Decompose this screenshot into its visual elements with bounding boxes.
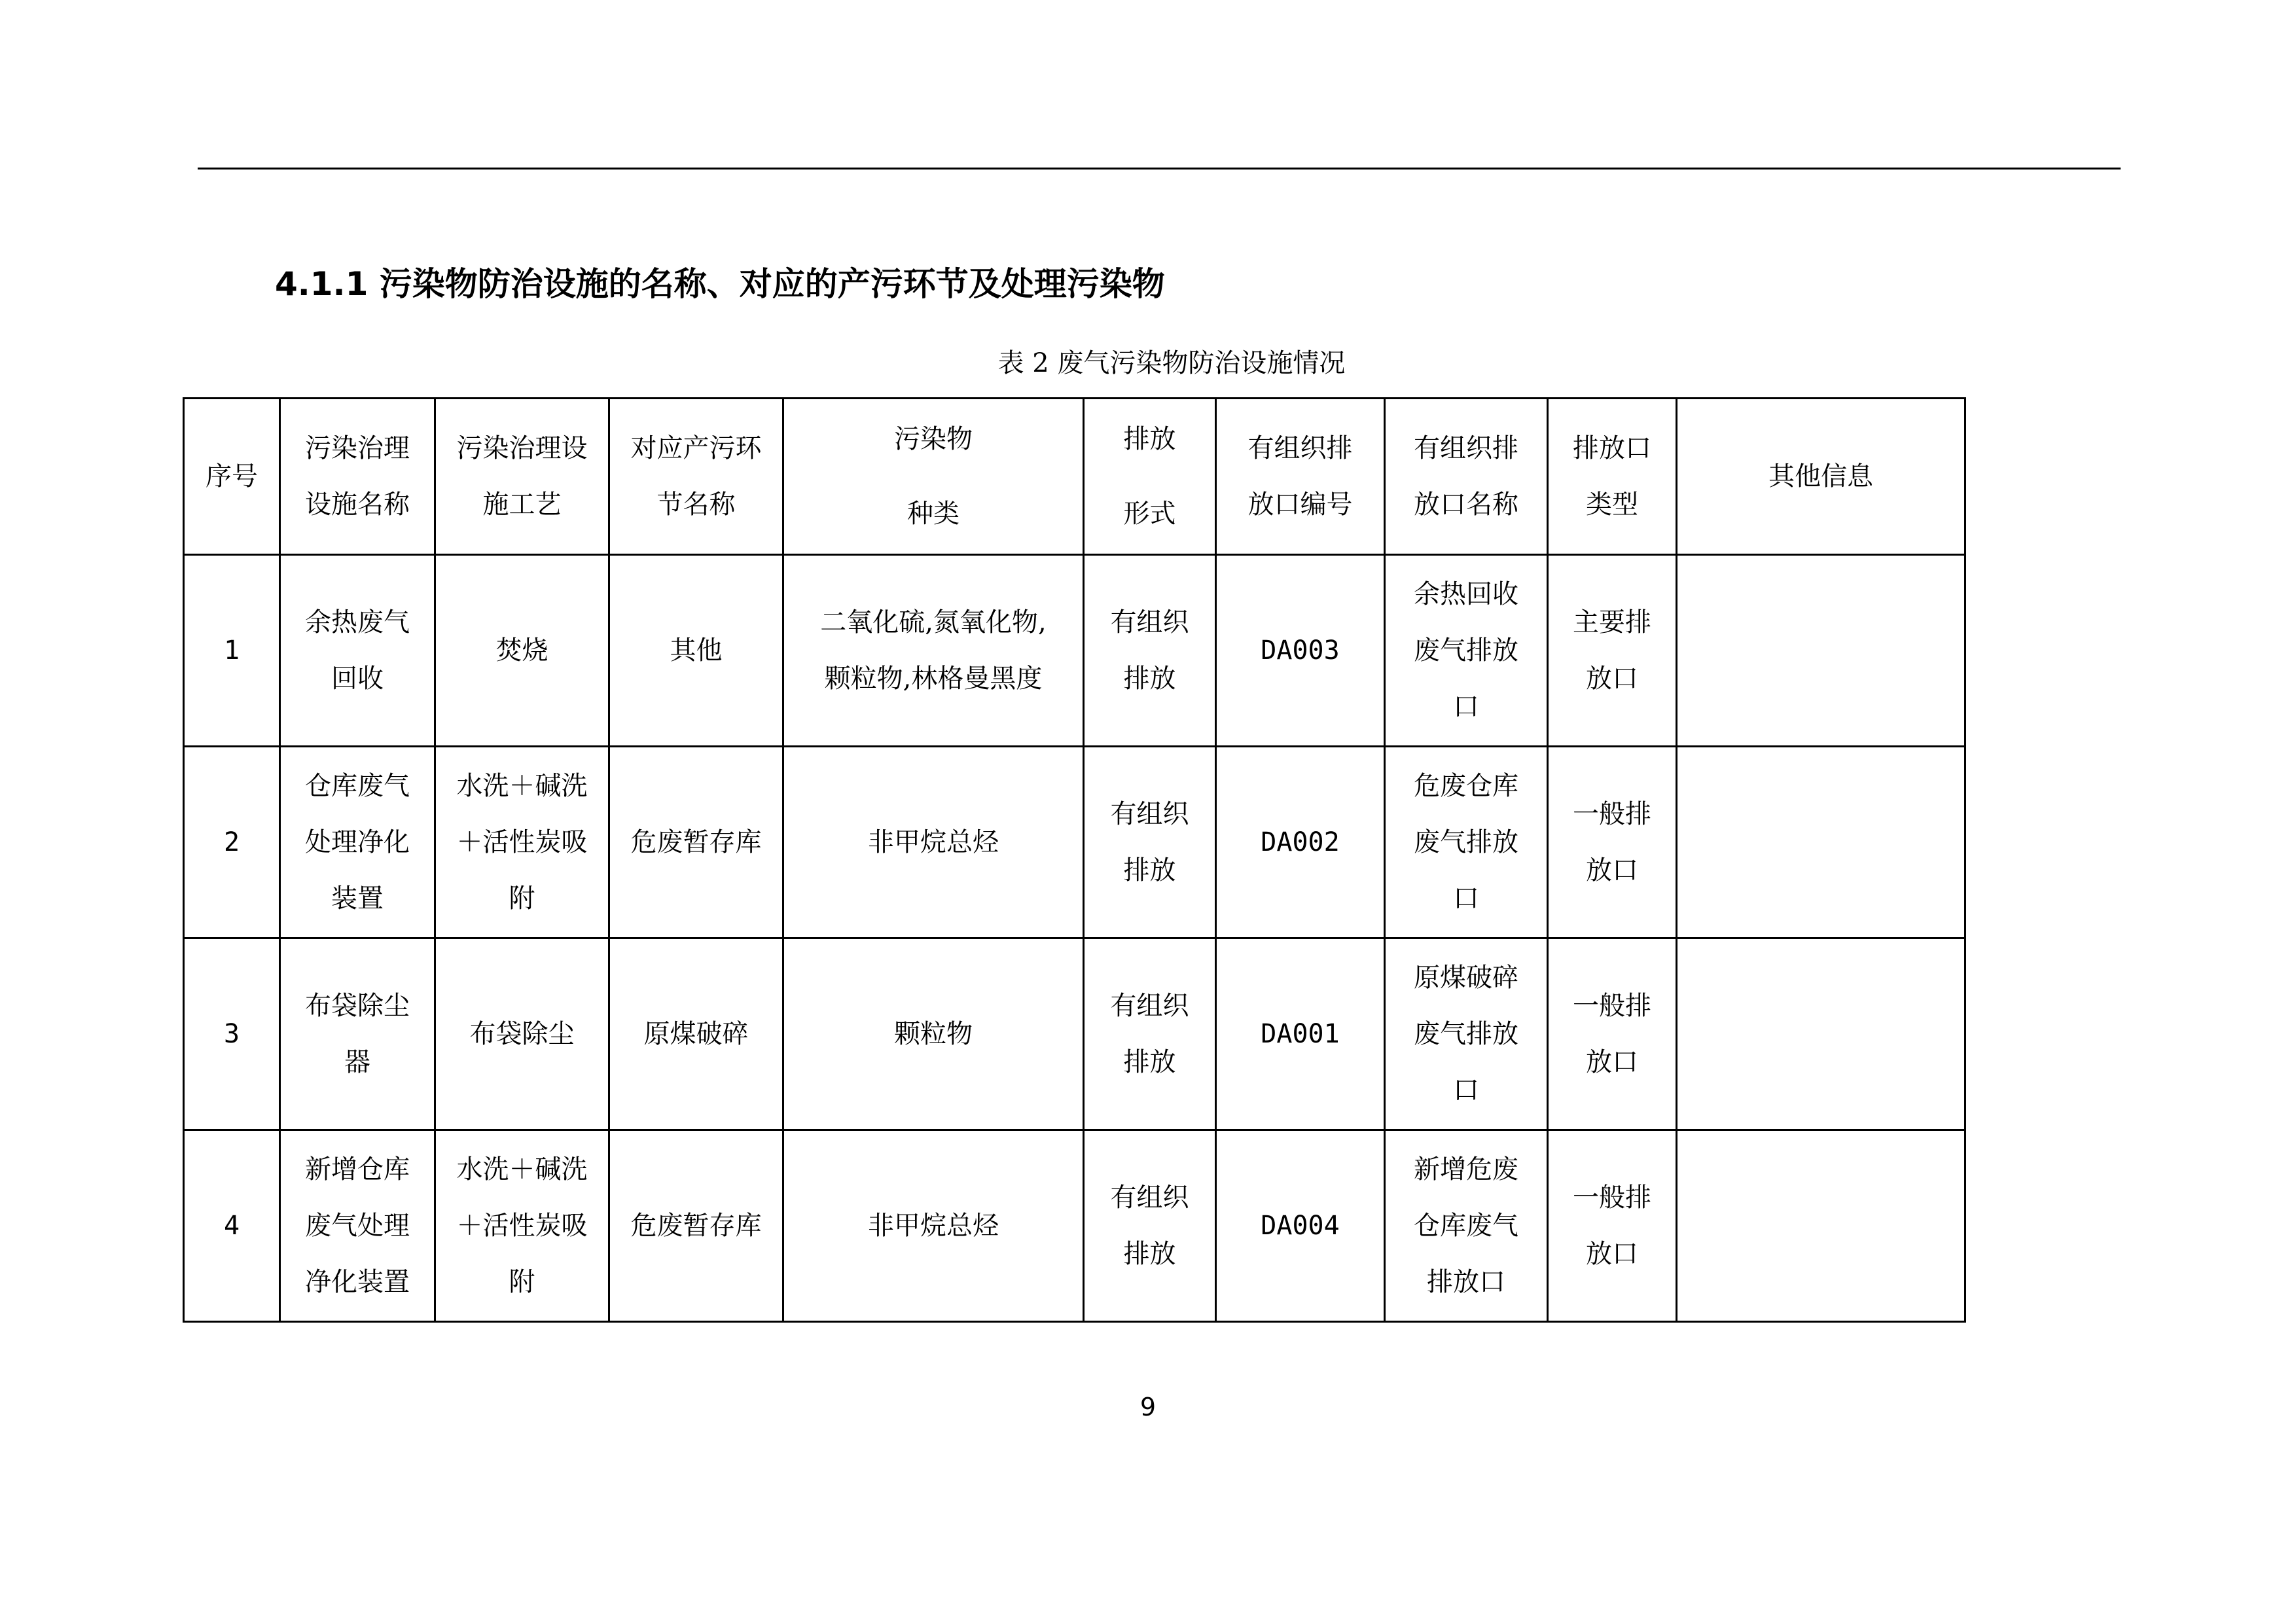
cell-treatment-process: 焚烧 <box>435 555 609 747</box>
cell-outlet-name: 新增危废 仓库废气 排放口 <box>1385 1130 1548 1322</box>
cell-outlet-type: 主要排 放口 <box>1548 555 1677 747</box>
cell-other-info <box>1677 1130 1965 1322</box>
table-caption: 表 2 废气污染物防治设施情况 <box>997 348 1346 378</box>
header-other-info: 其他信息 <box>1677 399 1965 555</box>
cell-pollutant-type: 二氧化硫,氮氧化物, 颗粒物,林格曼黑度 <box>783 555 1084 747</box>
cell-facility-name: 仓库废气 处理净化 装置 <box>280 747 435 938</box>
table-header-row <box>184 399 1965 555</box>
cell-outlet-code: DA004 <box>1216 1130 1385 1322</box>
emission-facilities-table <box>183 397 1966 1323</box>
header-discharge-mode: 排放 形式 <box>1084 399 1216 555</box>
cell-other-info <box>1677 938 1965 1130</box>
cell-outlet-name: 原煤破碎 废气排放 口 <box>1385 938 1548 1130</box>
cell-serial-no: 1 <box>184 555 280 747</box>
cell-serial-no: 4 <box>184 1130 280 1322</box>
cell-discharge-mode: 有组织 排放 <box>1084 555 1216 747</box>
cell-serial-no: 3 <box>184 938 280 1130</box>
cell-treatment-process: 水洗＋碱洗 ＋活性炭吸 附 <box>435 1130 609 1322</box>
cell-treatment-process: 水洗＋碱洗 ＋活性炭吸 附 <box>435 747 609 938</box>
section-heading: 4.1.1 污染物防治设施的名称、对应的产污环节及处理污染物 <box>275 265 1165 303</box>
cell-pollution-source: 其他 <box>609 555 783 747</box>
cell-outlet-code: DA002 <box>1216 747 1385 938</box>
cell-facility-name: 新增仓库 废气处理 净化装置 <box>280 1130 435 1322</box>
cell-outlet-name: 余热回收 废气排放 口 <box>1385 555 1548 747</box>
cell-other-info <box>1677 747 1965 938</box>
table-row <box>184 1130 1965 1322</box>
cell-outlet-name: 危废仓库 废气排放 口 <box>1385 747 1548 938</box>
cell-discharge-mode: 有组织 排放 <box>1084 938 1216 1130</box>
cell-outlet-type: 一般排 放口 <box>1548 747 1677 938</box>
cell-outlet-code: DA001 <box>1216 938 1385 1130</box>
header-facility-name: 污染治理 设施名称 <box>280 399 435 555</box>
cell-pollutant-type: 非甲烷总烃 <box>783 747 1084 938</box>
cell-outlet-type: 一般排 放口 <box>1548 1130 1677 1322</box>
header-pollution-source: 对应产污环 节名称 <box>609 399 783 555</box>
cell-discharge-mode: 有组织 排放 <box>1084 1130 1216 1322</box>
cell-pollution-source: 危废暂存库 <box>609 1130 783 1322</box>
cell-pollution-source: 原煤破碎 <box>609 938 783 1130</box>
table-row <box>184 555 1965 747</box>
header-rule <box>198 168 2121 169</box>
cell-treatment-process: 布袋除尘 <box>435 938 609 1130</box>
page-number: 9 <box>1139 1393 1157 1421</box>
cell-outlet-code: DA003 <box>1216 555 1385 747</box>
cell-serial-no: 2 <box>184 747 280 938</box>
cell-discharge-mode: 有组织 排放 <box>1084 747 1216 938</box>
cell-other-info <box>1677 555 1965 747</box>
header-outlet-type: 排放口 类型 <box>1548 399 1677 555</box>
cell-facility-name: 布袋除尘 器 <box>280 938 435 1130</box>
cell-pollution-source: 危废暂存库 <box>609 747 783 938</box>
cell-pollutant-type: 颗粒物 <box>783 938 1084 1130</box>
cell-facility-name: 余热废气 回收 <box>280 555 435 747</box>
header-outlet-name: 有组织排 放口名称 <box>1385 399 1548 555</box>
table-row <box>184 747 1965 938</box>
cell-pollutant-type: 非甲烷总烃 <box>783 1130 1084 1322</box>
table-row <box>184 938 1965 1130</box>
header-treatment-process: 污染治理设 施工艺 <box>435 399 609 555</box>
header-serial-no: 序号 <box>184 399 280 555</box>
cell-outlet-type: 一般排 放口 <box>1548 938 1677 1130</box>
header-pollutant-type: 污染物 种类 <box>783 399 1084 555</box>
header-outlet-code: 有组织排 放口编号 <box>1216 399 1385 555</box>
